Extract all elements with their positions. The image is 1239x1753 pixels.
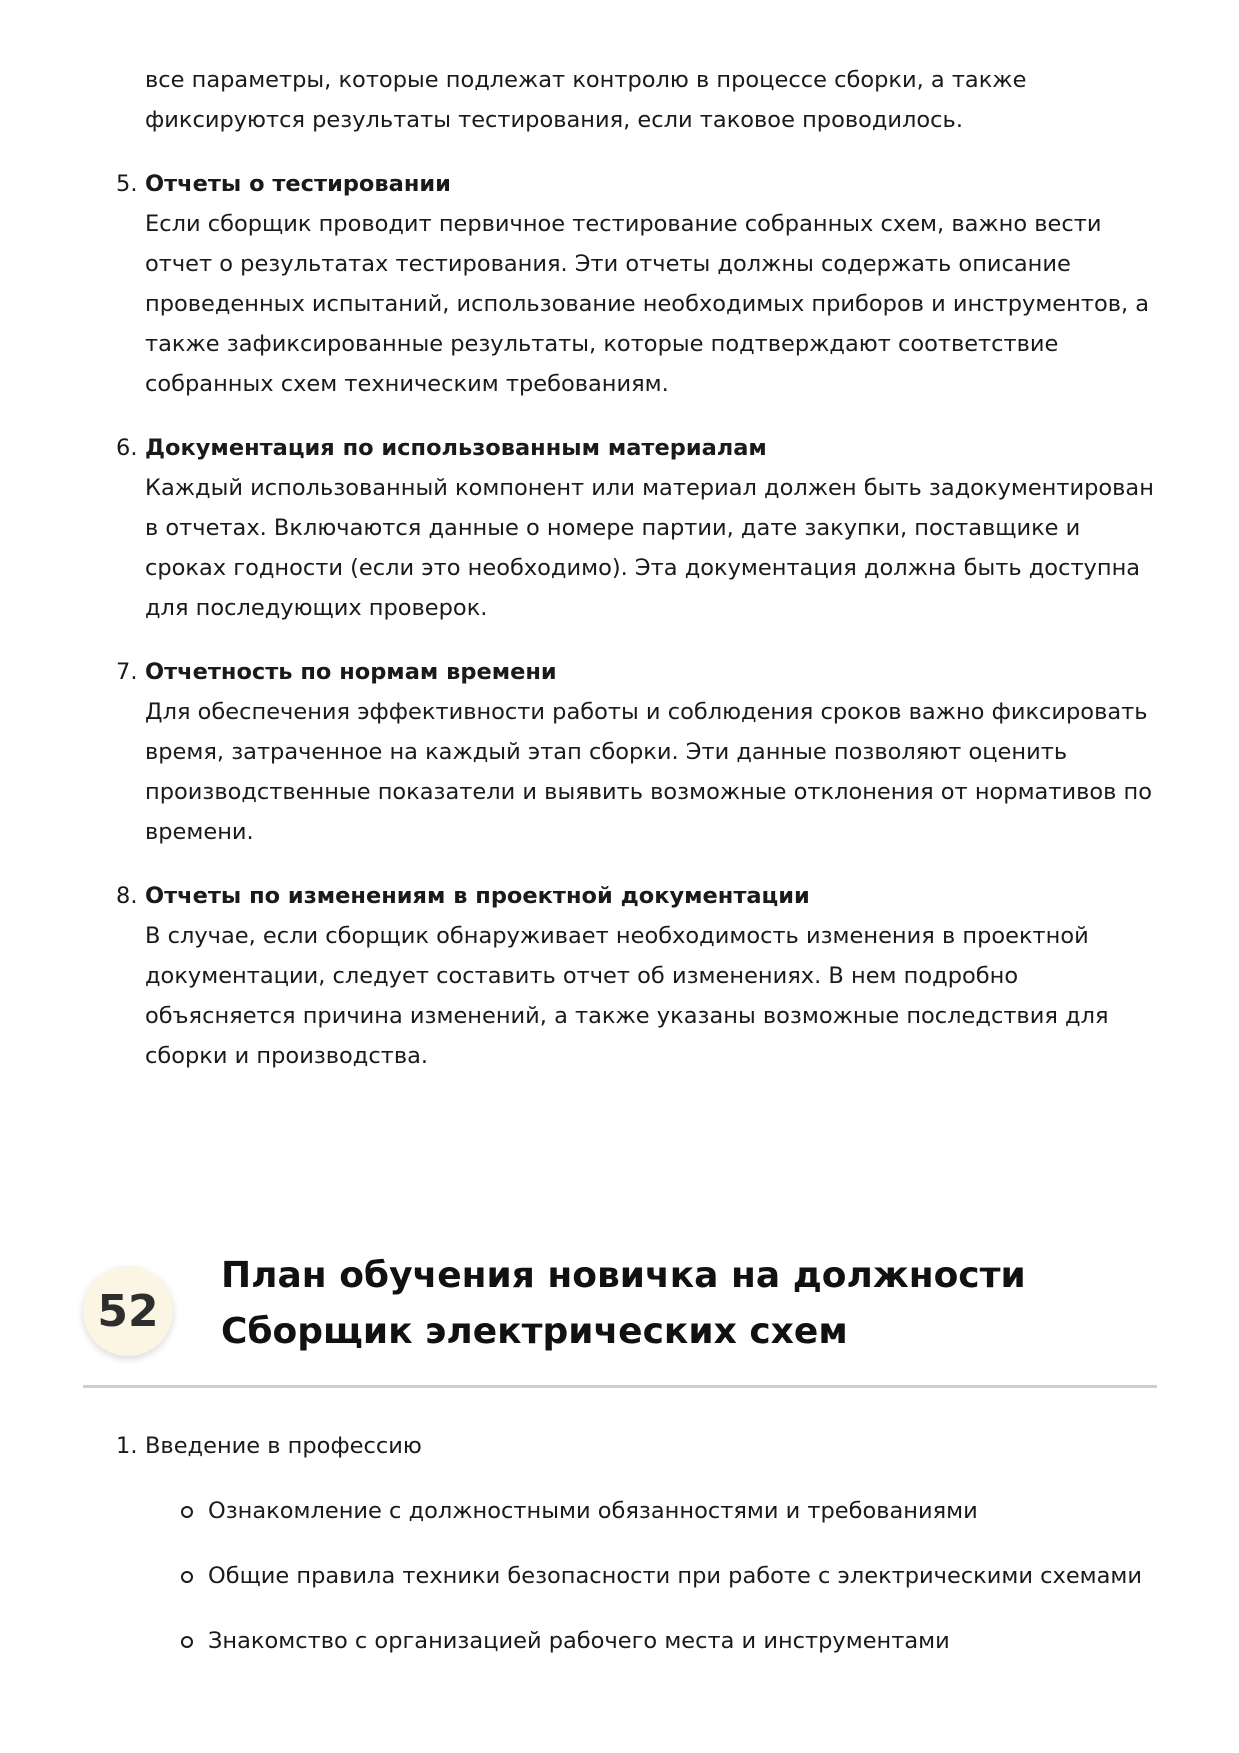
- section-header: [83, 1248, 1158, 1384]
- item-title: Документация по использованным материалам: [145, 435, 767, 461]
- circle-bullet-icon: [181, 1506, 193, 1518]
- list-number: 6.: [116, 435, 138, 461]
- list-number: 8.: [116, 883, 138, 909]
- item-title: Отчеты по изменениям в проектной документации: [145, 883, 810, 909]
- section-title: План обучения новичка на должности Сборщик электрических схем: [221, 1255, 1026, 1352]
- report-item-testing: [116, 164, 1165, 404]
- circle-bullet-icon: [181, 1636, 193, 1648]
- section-divider: [83, 1385, 1157, 1388]
- plan-subitem: [208, 1556, 1168, 1596]
- item-text: Если сборщик проводит первичное тестирование собранных схем, важно вести отчет о результатах тестирования. Эти отчеты должны содержать описание проведенных испытаний, использование необходимых приборов и инструментов, а также зафиксированные результаты, которые подтверждают соответствие собранных схем техническим требованиям.: [145, 211, 1150, 397]
- plan-item-intro: [116, 1426, 422, 1466]
- item-title: Отчетность по нормам времени: [145, 659, 557, 685]
- plan-subitem: [208, 1621, 1168, 1661]
- plan-subitem-text: Ознакомление с должностными обязанностями и требованиями: [208, 1498, 978, 1524]
- item-title: Отчеты о тестировании: [145, 171, 451, 197]
- item-text: Каждый использованный компонент или материал должен быть задокументирован в отчетах. Включаются данные о номере партии, дате закупки, поставщике и сроках годности (если это необходимо). Эта документация должна быть доступна для последующих проверок.: [145, 475, 1154, 621]
- item-text: Для обеспечения эффективности работы и соблюдения сроков важно фиксировать время, затраченное на каждый этап сборки. Эти данные позволяют оценить производственные показатели и выявить возможные отклонения от нормативов по времени.: [145, 699, 1152, 845]
- plan-subitem: [208, 1491, 1168, 1531]
- report-item-design-changes: [116, 876, 1165, 1076]
- section-number-badge: 52: [83, 1266, 173, 1356]
- plan-subitem-text: Знакомство с организацией рабочего места и инструментами: [208, 1628, 950, 1654]
- intro-continuation-text: все параметры, которые подлежат контролю в процессе сборки, а также фиксируются результаты тестирования, если таковое проводилось.: [145, 67, 1027, 133]
- list-number: 1.: [116, 1433, 138, 1459]
- list-number: 7.: [116, 659, 138, 685]
- plan-subitem-text: Общие правила техники безопасности при работе с электрическими схемами: [208, 1563, 1143, 1589]
- report-item-time-norms: [116, 652, 1165, 852]
- item-text: В случае, если сборщик обнаруживает необходимость изменения в проектной документации, следует составить отчет об изменениях. В нем подробно объясняется причина изменений, а также указаны возможные последствия для сборки и производства.: [145, 923, 1109, 1069]
- list-number: 5.: [116, 171, 138, 197]
- plan-item-label: Введение в профессию: [145, 1433, 422, 1459]
- report-item-materials: [116, 428, 1165, 628]
- circle-bullet-icon: [181, 1571, 193, 1583]
